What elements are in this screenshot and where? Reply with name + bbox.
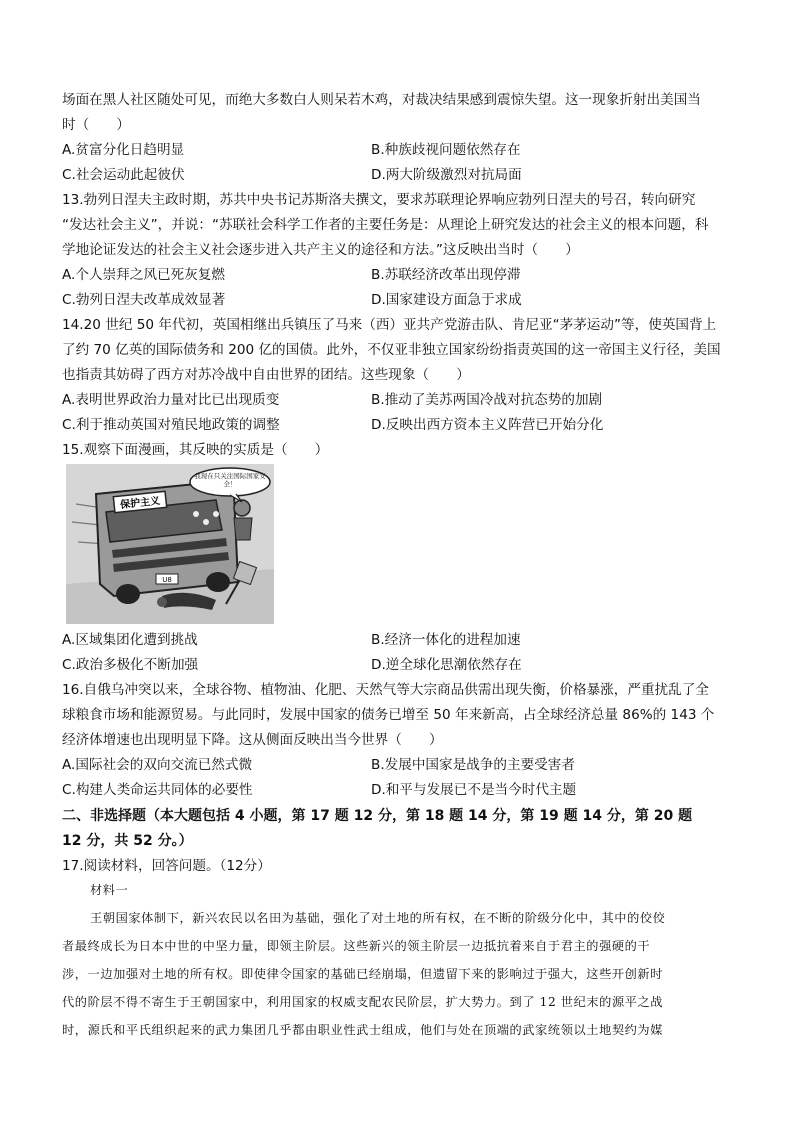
- q15-options-row-1: [62, 630, 732, 650]
- q15-option-a[interactable]: A.区域集团化遭到挑战: [62, 632, 198, 648]
- q16-options-row-2: [62, 780, 732, 800]
- q14-stem-line-1: 14.20 世纪 50 年代初，英国相继出兵镇压了马来（西）亚共产党游击队、肯尼亚“茅茅运动”等，使英国背上: [62, 317, 717, 333]
- q15-stem: 15.观察下面漫画，其反映的实质是（ ）: [62, 442, 329, 458]
- q17-material-label: 材料一: [90, 883, 129, 897]
- q12-stem-line-2: 时（ ）: [62, 117, 130, 133]
- q12-options-row-2: [62, 165, 732, 185]
- speech-bubble-text: 我现在只关注国际国家安全！: [194, 472, 266, 488]
- q13-stem-line-2: “发达社会主义”，并说：“苏联社会科学工作者的主要任务是：从理论上研究发达的社会主义的根本问题，科: [62, 217, 709, 233]
- q17-title: 17.阅读材料，回答问题。（12分）: [62, 858, 271, 874]
- q13-option-b[interactable]: B.苏联经济改革出现停滞: [371, 267, 521, 283]
- q13-option-d[interactable]: D.国家建设方面急于求成: [371, 292, 522, 308]
- q13-options-row-1: [62, 265, 732, 285]
- q12-option-a[interactable]: A.贫富分化日趋明显: [62, 142, 185, 158]
- q16-stem-line-2: 球粮食市场和能源贸易。与此同时，发展中国家的债务已增至 50 年来新高，占全球经济总量 86%的 143 个: [62, 707, 715, 723]
- q14-stem-line-3: 也指责其妨碍了西方对苏冷战中自由世界的团结。这些现象（ ）: [62, 367, 470, 383]
- q13-stem-line-3: 学地论证发达的社会主义社会逐步进入共产主义的途径和方法。”这反映出当时（ ）: [62, 242, 579, 258]
- q14-stem-line-2: 了约 70 亿英的国际债务和 200 亿的国债。此外，不仅亚非独立国家纷纷指责英国的这一帝国主义行径，美国: [62, 342, 721, 358]
- q16-options-row-1: [62, 755, 732, 775]
- q17-material-line-1: 王朝国家体制下，新兴农民以名田为基础，强化了对土地的所有权，在不断的阶级分化中，其中的佼佼: [90, 911, 666, 925]
- q12-options-row-1: [62, 140, 732, 160]
- q17-material-line-5: 时，源氏和平氏组织起来的武力集团几乎都由职业性武士组成，他们与处在顶端的武家统领以土地契约为媒: [62, 1023, 664, 1037]
- q12-option-c[interactable]: C.社会运动此起彼伏: [62, 167, 185, 183]
- q16-option-d[interactable]: D.和平与发展已不是当今时代主题: [371, 782, 577, 798]
- q15-option-c[interactable]: C.政治多极化不断加强: [62, 657, 199, 673]
- q14-options-row-2: [62, 415, 732, 435]
- q12-stem-line-1: 场面在黑人社区随处可见，而绝大多数白人则呆若木鸡，对裁决结果感到震惊失望。这一现象折射出美国当: [62, 92, 701, 108]
- q17-material-line-2: 者最终成长为日本中世的中坚力量，即领主阶层。这些新兴的领主阶层一边抵抗着来自于君主的强硬的干: [62, 939, 651, 953]
- q12-option-b[interactable]: B.种族歧视问题依然存在: [371, 142, 521, 158]
- q17-material-line-3: 涉，一边加强对土地的所有权。即使律令国家的基础已经崩塌，但遗留下来的影响过于强大，这些开创新时: [62, 967, 664, 981]
- q17-material-block: [62, 876, 732, 1044]
- section-2-heading-line-1: 二、非选择题（本大题包括 4 小题，第 17 题 12 分，第 18 题 14 分，第 19 题 14 分，第 20 题: [62, 808, 693, 824]
- q14-option-c[interactable]: C.利于推动英国对殖民地政策的调整: [62, 417, 280, 433]
- q13-option-c[interactable]: C.勃列日涅夫改革成效显著: [62, 292, 226, 308]
- q16-stem-line-3: 经济体增速也出现明显下降。这从侧面反映出当今世界（ ）: [62, 732, 443, 748]
- q14-option-b[interactable]: B.推动了美苏两国冷战对抗态势的加剧: [371, 392, 603, 408]
- q15-option-d[interactable]: D.逆全球化思潮依然存在: [371, 657, 522, 673]
- q13-options-row-2: [62, 290, 732, 310]
- section-2-heading-line-2: 12 分，共 52 分。）: [62, 833, 193, 849]
- q14-option-a[interactable]: A.表明世界政治力量对比已出现质变: [62, 392, 280, 408]
- bus-plate-text: U8: [162, 576, 172, 584]
- q15-options-row-2: [62, 655, 732, 675]
- q16-option-b[interactable]: B.发展中国家是战争的主要受害者: [371, 757, 575, 773]
- q16-option-c[interactable]: C.构建人类命运共同体的必要性: [62, 782, 253, 798]
- q14-option-d[interactable]: D.反映出西方资本主义阵营已开始分化: [371, 417, 604, 433]
- q17-material-line-4: 代的阶层不得不寄生于王朝国家中，利用国家的权威支配农民阶层，扩大势力。到了 12 世纪末的源平之战: [62, 995, 664, 1009]
- q14-options-row-1: [62, 390, 732, 410]
- q13-stem-line-1: 13.勃列日涅夫主政时期，苏共中央书记苏斯洛夫撰文，要求苏联理论界响应勃列日涅夫的号召，转向研究: [62, 192, 696, 208]
- q12-option-d[interactable]: D.两大阶级激烈对抗局面: [371, 167, 522, 183]
- bus-sign-text: 保护主义: [119, 495, 161, 512]
- q15-option-b[interactable]: B.经济一体化的进程加速: [371, 632, 521, 648]
- q13-option-a[interactable]: A.个人崇拜之风已死灰复燃: [62, 267, 225, 283]
- q16-stem-line-1: 16.自俄乌冲突以来，全球谷物、植物油、化肥、天然气等大宗商品供需出现失衡，价格暴涨，严重扰乱了全: [62, 682, 709, 698]
- q16-option-a[interactable]: A.国际社会的双向交流已然式微: [62, 757, 253, 773]
- protectionism-cartoon: [66, 464, 274, 624]
